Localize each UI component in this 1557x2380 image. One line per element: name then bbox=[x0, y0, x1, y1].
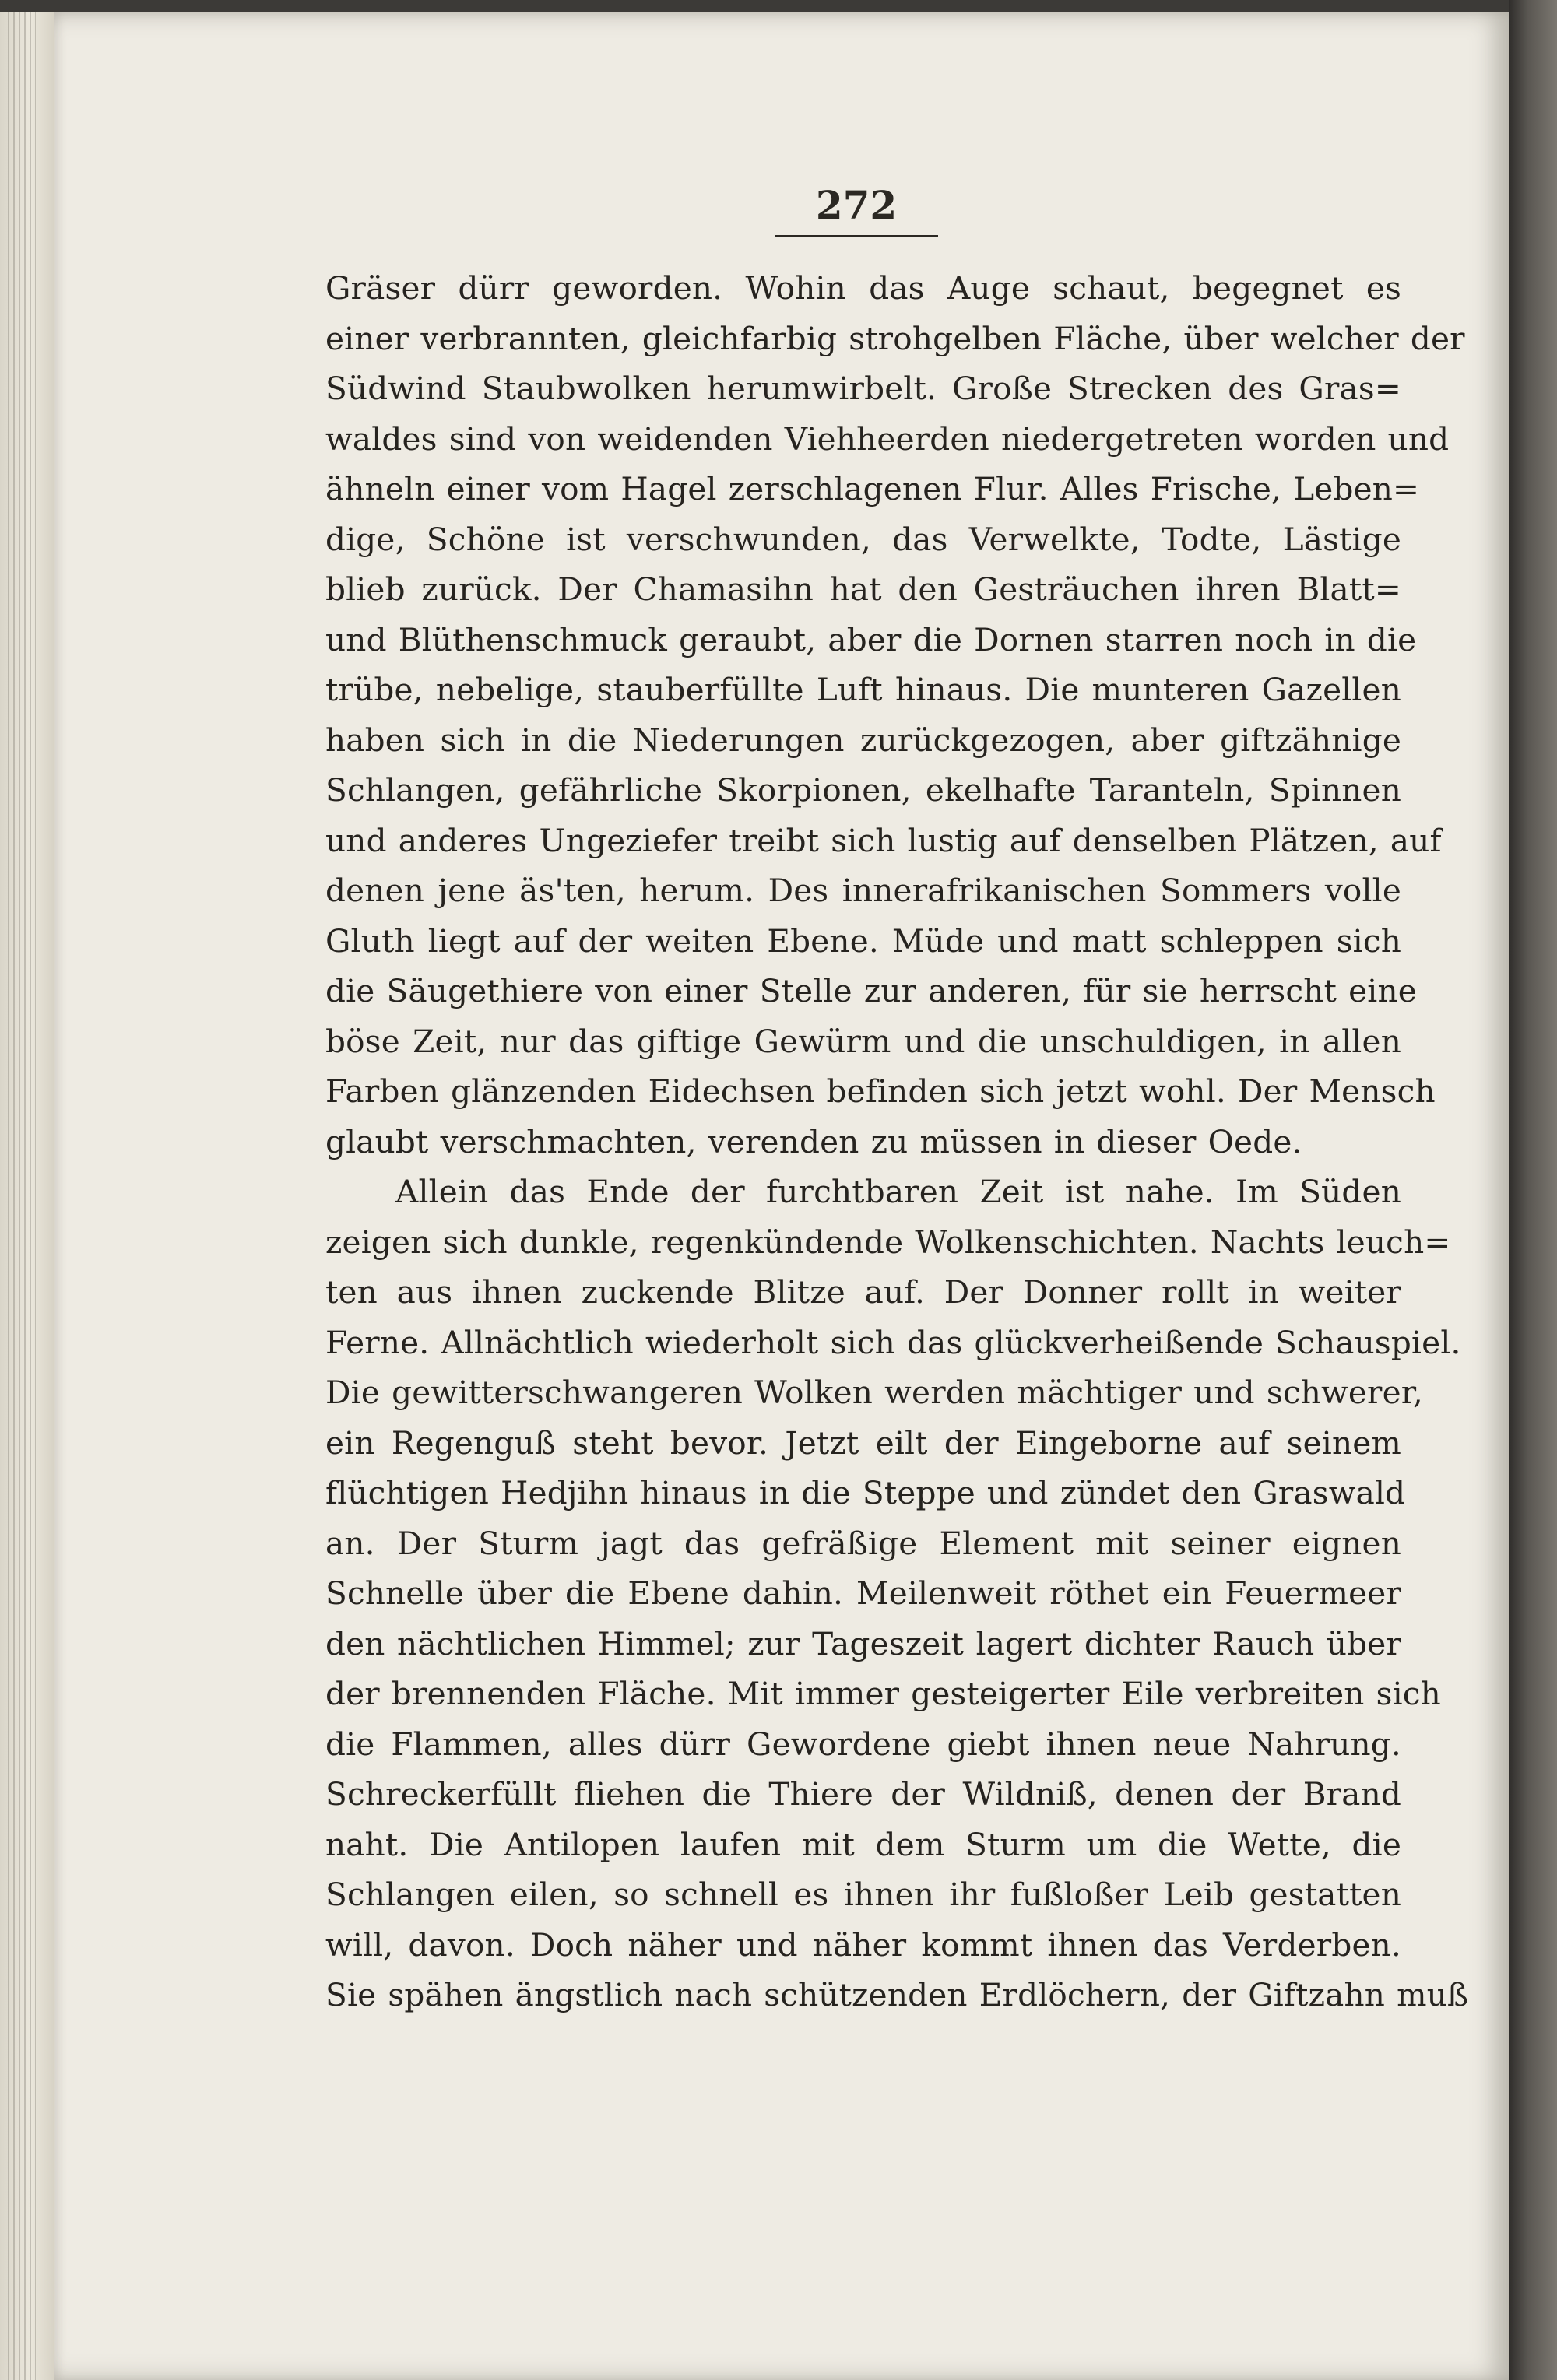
text-line: glaubt verschmachten, verenden zu müssen in dieser Oede. bbox=[325, 1122, 1302, 1160]
text-line: böse Zeit, nur das giftige Gewürm und die unschuldigen, in allen bbox=[325, 1022, 1401, 1060]
text-line: den nächtlichen Himmel; zur Tageszeit lagert dichter Rauch über bbox=[325, 1624, 1401, 1662]
text-line: und anderes Ungeziefer treibt sich lustig auf denselben Plätzen, auf bbox=[325, 821, 1442, 859]
text-line: an. Der Sturm jagt das gefräßige Element mit seiner eignen bbox=[325, 1524, 1401, 1562]
text-line: und Blüthenschmuck geraubt, aber die Dornen starren noch in die bbox=[325, 620, 1417, 658]
text-line: Die gewitterschwangeren Wolken werden mächtiger und schwerer, bbox=[325, 1374, 1423, 1411]
text-line: blieb zurück. Der Chamasihn hat den Gesträuchen ihren Blatt= bbox=[325, 570, 1401, 608]
text-line: Schlangen eilen, so schnell es ihnen ihr fußloßer Leib gestatten bbox=[325, 1876, 1401, 1913]
text-line: zeigen sich dunkle, regenkündende Wolkenschichten. Nachts leuch= bbox=[325, 1223, 1451, 1261]
text-line: Farben glänzenden Eidechsen befinden sich jetzt wohl. Der Mensch bbox=[325, 1072, 1436, 1110]
text-line: haben sich in die Niederungen zurückgezogen, aber giftzähnige bbox=[325, 721, 1401, 759]
text-line: Südwind Staubwolken herumwirbelt. Große Strecken des Gras= bbox=[325, 370, 1401, 407]
text-line: Gluth liegt auf der weiten Ebene. Müde und matt schleppen sich bbox=[325, 921, 1401, 960]
text-line: einer verbrannten, gleichfarbig strohgelben Fläche, über welcher der bbox=[325, 319, 1465, 357]
page-number: 272 bbox=[815, 182, 898, 228]
gutter-page-edges bbox=[8, 12, 36, 2380]
text-line: Ferne. Allnächtlich wiederholt sich das glückverheißende Schauspiel. bbox=[325, 1323, 1461, 1361]
page-body-text bbox=[325, 263, 1469, 2020]
text-line: denen jene äs'ten, herum. Des innerafrikanischen Sommers volle bbox=[325, 872, 1401, 909]
text-line: Schlangen, gefährliche Skorpionen, ekelhafte Taranteln, Spinnen bbox=[325, 771, 1401, 809]
text-line: dige, Schöne ist verschwunden, das Verwelkte, Todte, Lästige bbox=[325, 520, 1401, 558]
header-rule bbox=[775, 235, 938, 237]
text-line: ein Regenguß steht bevor. Jetzt eilt der Eingeborne auf seinem bbox=[325, 1423, 1401, 1462]
text-line: ten aus ihnen zuckende Blitze auf. Der Donner rollt in weiter bbox=[325, 1273, 1401, 1311]
text-line: Schnelle über die Ebene dahin. Meilenweit röthet ein Feuermeer bbox=[325, 1574, 1401, 1612]
book-cover-edge bbox=[1509, 0, 1557, 2380]
text-line: der brennenden Fläche. Mit immer gesteigerter Eile verbreiten sich bbox=[325, 1675, 1441, 1712]
text-line: Schreckerfüllt fliehen die Thiere der Wildniß, denen der Brand bbox=[325, 1775, 1401, 1813]
text-line: waldes sind von weidenden Viehheerden niedergetreten worden und bbox=[325, 419, 1450, 458]
text-line: Gräser dürr geworden. Wohin das Auge schaut, begegnet es bbox=[325, 269, 1401, 307]
text-line: Allein das Ende der furchtbaren Zeit ist nahe. Im Süden bbox=[395, 1173, 1401, 1210]
text-line: trübe, nebelige, stauberfüllte Luft hinaus. Die munteren Gazellen bbox=[325, 671, 1401, 708]
text-line: ähneln einer vom Hagel zerschlagenen Flur. Alles Frische, Leben= bbox=[325, 470, 1420, 507]
text-line: will, davon. Doch näher und näher kommt ihnen das Verderben. bbox=[325, 1925, 1401, 1964]
text-line: die Flammen, alles dürr Gewordene giebt ihnen neue Nahrung. bbox=[325, 1725, 1401, 1763]
text-line: Sie spähen ängstlich nach schützenden Erdlöchern, der Giftzahn muß bbox=[325, 1976, 1469, 2013]
text-line: flüchtigen Hedjihn hinaus in die Steppe und zündet den Graswald bbox=[325, 1474, 1406, 1511]
text-line: naht. Die Antilopen laufen mit dem Sturm um die Wette, die bbox=[325, 1825, 1401, 1863]
text-line: die Säugethiere von einer Stelle zur anderen, für sie herrscht eine bbox=[325, 972, 1417, 1009]
scan-top-edge bbox=[0, 0, 1557, 12]
page-header bbox=[771, 181, 942, 237]
